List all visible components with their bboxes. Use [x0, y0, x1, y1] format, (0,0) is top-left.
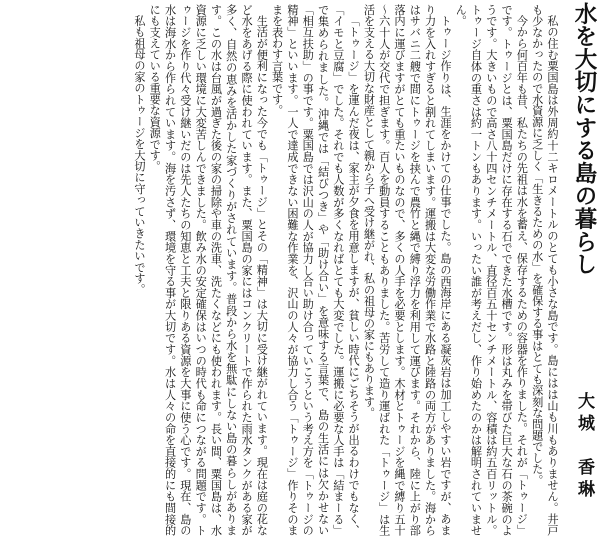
essay-body — [4, 4, 560, 536]
paragraph-4: 「トゥージ」を運んだ夜は、家主が夕食を用意しますが、貧しい時代にごちそうが出るわけでもなく、「イモと豆腐」でした。それでも人数が多くなればとても大変でした。運搬に必要な人手は「結まーる」で集められました。沖縄では「結びつき」や「助け合い」を意味する言葉で、島の生活には欠かせない「相互扶助」の事です。粟国島では沢山の人が協力し合い助け合っていこうという考え方を「トゥージの精神」といいます。一人で達成できない困難な作業を、沢山の人々が協力し合う「トゥージ」作りそのままを表わす言葉です。 — [270, 4, 361, 536]
paragraph-3: トゥージ作りは、生涯をかけての仕事でした。島の西海岸にある凝灰岩は加工しやすい岩ですが、あまり力を入れすぎると割れてしまいます。運搬は大変な労働作業で水路と陸路の両方がありました。海からはサバニ二艘で間にトゥージを挟んで農竹と縄で縛り浮力を利用して運びます。それから、陸に上がり部落内に運びますがとても重たいものなので、多くの人手を必要とします。木材とトゥージを縄で縛り五十～六十人が交代で担ぎます。百人を動員することもありました。苦労して造り運ばれた「トゥージ」は生活を支える大切な財産として親から子へ受け継がれ、私の祖母の家にもあります。 — [362, 4, 452, 536]
author-name: 大城 香琳 — [574, 392, 594, 502]
paragraph-1: 私の住む粟国島は外周約十二キロメートルのとても小さな島です。島にはは山も川もありません。井戸も少なかったので水資源に乏しく「生きるための水」を確保する事はとても深刻な問題でした。 — [530, 4, 559, 536]
paragraph-5: 生活が便利になった今でも「トゥージ」とその「精神」は大切に受け継がれています。現在は庭の花など水をあげる際に使われています。また、粟国島の家にはコンクリートで作られた雨水タンクがある家が多く、自然の恵みを活かした家づくりがされています。普段から水を無駄にしない島の暮らしがあります。この水は台風が過ぎた後の家の掃除や車の洗車、洗たくなどにも使われます。長い間、粟国島は、水資源に乏しい環境に大変苦しんできました。飲み水の安定確保はいつの時代も命につながる問題です。トゥージを作り代々受け継いだのは先人たちの知恵と工夫と限りある資源を大事に使う心です。現在、島の水は海水から作られています。海を汚さず、環境を守る事が大切です。水は人々の命を直接的にも間接的にも支えている重要な資源です。 — [148, 4, 269, 536]
paragraph-2: 今から何百年も昔、私たちの先祖は水を蓄え、保存するための容器を作りました。それが「トゥージ」です。トゥージとは、粟国島だけに存在する石でできた水槽です。形は丸みを帯びた巨大な石の茶碗のようです。大きいもので高さ八十四センチメートル、直径百五十センチメートル、容積は約五百リットル。トゥージ自体の重さは約一トンもあります。いったい誰が考えだし、作り始めたのかは解明されていません。 — [454, 4, 529, 536]
paragraph-6: 私も祖母の家のトゥージを大切に守っていきたいです。 — [132, 15, 146, 296]
essay-title: 水を大切にする島の暮らし — [571, 2, 597, 276]
